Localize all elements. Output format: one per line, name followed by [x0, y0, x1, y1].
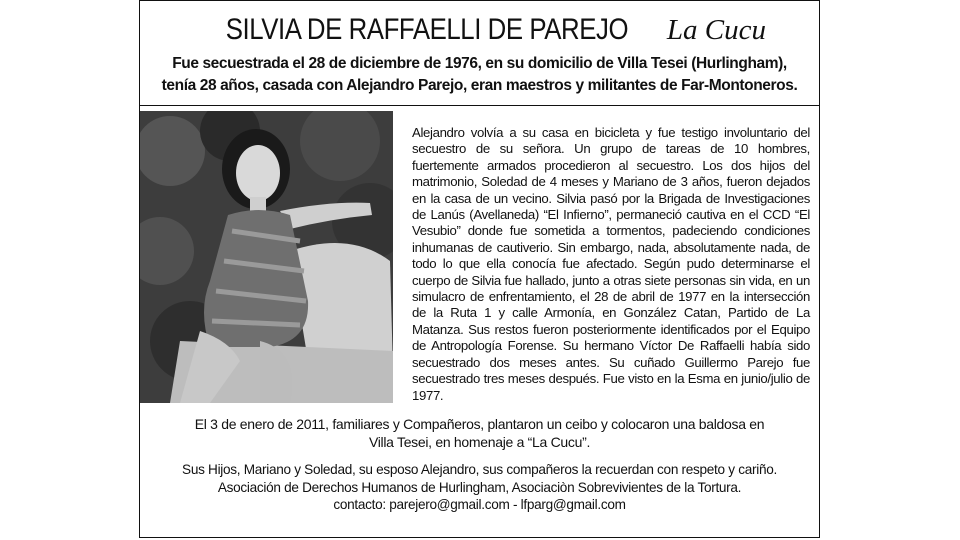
- memorial-notice: [139, 0, 820, 538]
- nickname: La Cucu: [666, 14, 766, 46]
- footer-line-1: Sus Hijos, Mariano y Soledad, su esposo Alejandro, sus compañeros la recuerdan con respeto y cariño.: [182, 462, 777, 477]
- contact-line: contacto: parejero@gmail.com - lfparg@gmail.com: [333, 497, 626, 512]
- subtitle-line-2: tenía 28 años, casada con Alejandro Parejo, eran maestros y militantes de Far-Montoneros.: [161, 77, 798, 94]
- homage-text: El 3 de enero de 2011, familiares y Compañeros, plantaron un ceibo y colocaron una baldosa en Villa Tesei, en homenaje a “La Cucu”.: [194, 416, 765, 450]
- subtitle: [150, 53, 809, 97]
- footer-line-2: Asociación de Derechos Humanos de Hurlingham, Asociaciòn Sobrevivientes de la Tortura.: [217, 479, 742, 495]
- portrait-photo: [140, 111, 393, 403]
- person-name: SILVIA DE RAFFAELLI DE PAREJO: [225, 13, 629, 46]
- page-title: [140, 11, 819, 54]
- footer: [140, 461, 819, 514]
- body-text: Alejandro volvía a su casa en bicicleta y fue testigo involuntario del secuestro de su señora. Un grupo de tareas de 10 hombres, fuertemente armados procedieron al secuestro. Los dos hijos del matrimonio, Soledad de 4 meses y Mariano de 3 años, fueron dejados en la casa de un vecino. Silvia pasó por la Brigada de Investigaciones de Lanús (Avellaneda) “El Infierno”, permaneció cautiva en el CCD “El Vesubio” donde fue sometida a tormentos, padeciendo condiciones inhumanas de cautiverio. Sin embargo, nada, absolutamente nada, de todo lo que ella conocía fue afectado. Según pudo determinarse el cuerpo de Silvia fue hallado, junto a otras siete personas sin vida, en un simulacro de enfrentamiento, el 28 de abril de 1977 en la intersección de la Ruta 1 y calle Armonía, en González Catan, Partido de La Matanza. Sus restos fueron posteriormente identificados por el Equipo de Antropología Forense. Su hermano Víctor De Raffaelli había sido secuestrado dos meses antes. Su cuñado Guillermo Parejo fue secuestrado tres meses después. Fue visto en la Esma en junio/julio de 1977.: [412, 125, 810, 403]
- portrait-photo-icon: [140, 111, 393, 403]
- divider: [140, 105, 819, 106]
- subtitle-line-1: Fue secuestrada el 28 de diciembre de 1976, en su domicilio de Villa Tesei (Hurlingham),: [172, 55, 787, 72]
